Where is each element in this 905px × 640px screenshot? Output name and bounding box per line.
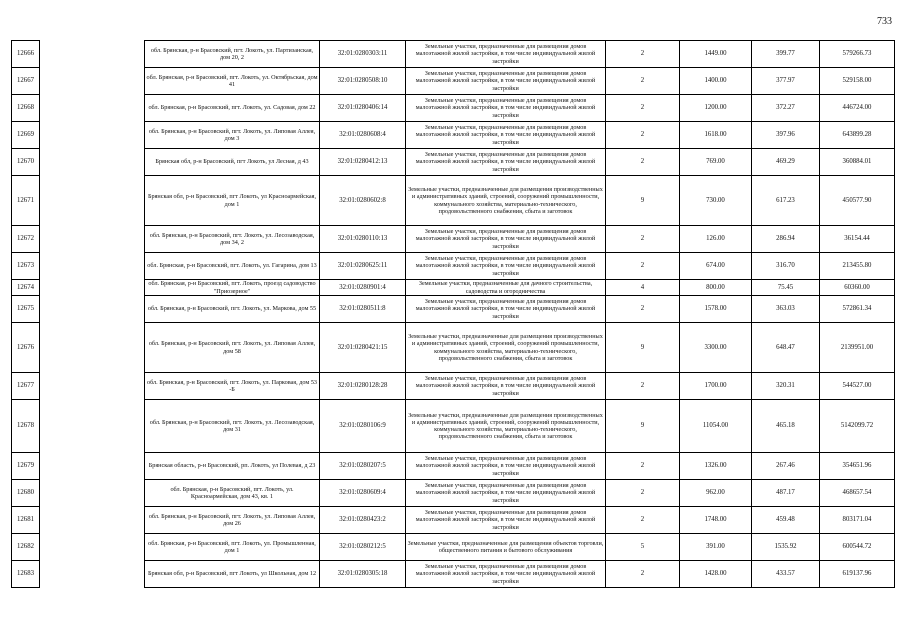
land-use-cell: Земельные участки, предназначенные для размещения домов малоэтажной жилой застройки, в том числе индивидуальной жилой застройки (406, 149, 606, 176)
land-use-cell: Земельные участки, предназначенные для размещения производственных и административных зданий, строений, сооружений промышленности, коммунального хозяйства, материально-технического, продовольственного снабжения, сбыта и заготовок (406, 323, 606, 373)
table-row (12, 95, 895, 122)
row-id-cell: 12682 (12, 534, 40, 561)
area-cell: 3300.00 (680, 323, 752, 373)
row-id-cell: 12668 (12, 95, 40, 122)
table-row (12, 480, 895, 507)
table-row (12, 280, 895, 296)
specific-value-cell: 617.23 (752, 176, 820, 226)
cadastral-number-cell: 32:01:0280609:4 (320, 480, 406, 507)
address-cell: обл. Брянская, р-н Брасовский, пгт. Локоть, проезд садоводство "Приозерное" (145, 280, 320, 296)
row-id-cell: 12674 (12, 280, 40, 296)
specific-value-cell: 469.29 (752, 149, 820, 176)
address-cell: обл. Брянская, р-н Брасовский, пгт. Локоть, ул. Садовая, дом 22 (145, 95, 320, 122)
land-use-cell: Земельные участки, предназначенные для размещения домов малоэтажной жилой застройки, в том числе индивидуальной жилой застройки (406, 296, 606, 323)
row-id-cell: 12671 (12, 176, 40, 226)
area-cell: 1618.00 (680, 122, 752, 149)
blank-column-cell (40, 453, 145, 480)
specific-value-cell: 320.31 (752, 373, 820, 400)
area-cell: 730.00 (680, 176, 752, 226)
table-row (12, 253, 895, 280)
specific-value-cell: 459.48 (752, 507, 820, 534)
blank-column-cell (40, 400, 145, 453)
row-id-cell: 12672 (12, 226, 40, 253)
cadastral-value-cell: 600544.72 (820, 534, 895, 561)
land-use-cell: Земельные участки, предназначенные для размещения домов малоэтажной жилой застройки, в том числе индивидуальной жилой застройки (406, 68, 606, 95)
table-row (12, 226, 895, 253)
table-row (12, 323, 895, 373)
cadastral-number-cell: 32:01:0280421:15 (320, 323, 406, 373)
blank-column-cell (40, 41, 145, 68)
specific-value-cell: 372.27 (752, 95, 820, 122)
area-cell: 1578.00 (680, 296, 752, 323)
category-cell: 4 (606, 280, 680, 296)
address-cell: обл. Брянская, р-н Брасовский, пгт. Локоть, ул. Гагарина, дом 13 (145, 253, 320, 280)
specific-value-cell: 397.96 (752, 122, 820, 149)
specific-value-cell: 75.45 (752, 280, 820, 296)
category-cell: 9 (606, 400, 680, 453)
specific-value-cell: 487.17 (752, 480, 820, 507)
land-registry-table (11, 40, 895, 588)
category-cell: 2 (606, 149, 680, 176)
specific-value-cell: 286.94 (752, 226, 820, 253)
blank-column-cell (40, 253, 145, 280)
address-cell: Брянская обл, р-н Брасовский, пгт Локоть, ул Лесная, д 43 (145, 149, 320, 176)
cadastral-number-cell: 32:01:0280212:5 (320, 534, 406, 561)
specific-value-cell: 433.57 (752, 561, 820, 588)
cadastral-value-cell: 5142099.72 (820, 400, 895, 453)
cadastral-value-cell: 2139951.00 (820, 323, 895, 373)
page-number: 733 (877, 16, 892, 27)
cadastral-number-cell: 32:01:0280110:13 (320, 226, 406, 253)
category-cell: 2 (606, 226, 680, 253)
cadastral-value-cell: 360884.01 (820, 149, 895, 176)
category-cell: 2 (606, 95, 680, 122)
cadastral-value-cell: 60360.00 (820, 280, 895, 296)
cadastral-number-cell: 32:01:0280602:8 (320, 176, 406, 226)
address-cell: обл. Брянская, р-н Брасовский, пгт. Локоть, ул. Лесозаводская, дом 31 (145, 400, 320, 453)
cadastral-number-cell: 32:01:0280305:18 (320, 561, 406, 588)
area-cell: 11054.00 (680, 400, 752, 453)
category-cell: 2 (606, 41, 680, 68)
category-cell: 2 (606, 453, 680, 480)
address-cell: обл. Брянская, р-н Брасовский, пгт. Локоть, ул. Маркова, дом 55 (145, 296, 320, 323)
address-cell: Брянская область, р-н Брасовский, рп. Локоть, ул Полевая, д 23 (145, 453, 320, 480)
row-id-cell: 12676 (12, 323, 40, 373)
table-row (12, 122, 895, 149)
category-cell: 2 (606, 373, 680, 400)
category-cell: 5 (606, 534, 680, 561)
cadastral-value-cell: 36154.44 (820, 226, 895, 253)
table-row (12, 507, 895, 534)
cadastral-number-cell: 32:01:0280128:28 (320, 373, 406, 400)
category-cell: 2 (606, 253, 680, 280)
table-row (12, 453, 895, 480)
address-cell: обл. Брянская, р-н Брасовский, пгт. Локоть, ул. Липовая Аллея, дом 58 (145, 323, 320, 373)
land-use-cell: Земельные участки, предназначенные для размещения домов малоэтажной жилой застройки, в том числе индивидуальной жилой застройки (406, 480, 606, 507)
row-id-cell: 12673 (12, 253, 40, 280)
land-use-cell: Земельные участки, предназначенные для размещения производственных и административных зданий, строений, сооружений промышленности, коммунального хозяйства, материально-технического, продовольственного снабжения, сбыта и заготовок (406, 400, 606, 453)
address-cell: обл. Брянская, р-н Брасовский, пгт. Локоть, ул. Красноармейская, дом 43, кв. 1 (145, 480, 320, 507)
category-cell: 2 (606, 296, 680, 323)
row-id-cell: 12666 (12, 41, 40, 68)
area-cell: 962.00 (680, 480, 752, 507)
table-row (12, 400, 895, 453)
row-id-cell: 12670 (12, 149, 40, 176)
row-id-cell: 12678 (12, 400, 40, 453)
table-row (12, 149, 895, 176)
blank-column-cell (40, 561, 145, 588)
area-cell: 800.00 (680, 280, 752, 296)
cadastral-number-cell: 32:01:0280412:13 (320, 149, 406, 176)
area-cell: 1326.00 (680, 453, 752, 480)
blank-column-cell (40, 296, 145, 323)
category-cell: 2 (606, 561, 680, 588)
area-cell: 391.00 (680, 534, 752, 561)
row-id-cell: 12667 (12, 68, 40, 95)
cadastral-value-cell: 803171.04 (820, 507, 895, 534)
land-use-cell: Земельные участки, предназначенные для размещения домов малоэтажной жилой застройки, в том числе индивидуальной жилой застройки (406, 507, 606, 534)
cadastral-number-cell: 32:01:0280207:5 (320, 453, 406, 480)
address-cell: обл. Брянская, р-н Брасовский, пгт. Локоть, ул. Липовая Аллея, дом 26 (145, 507, 320, 534)
table-row (12, 296, 895, 323)
land-use-cell: Земельные участки, предназначенные для размещения домов малоэтажной жилой застройки, в том числе индивидуальной жилой застройки (406, 561, 606, 588)
specific-value-cell: 316.70 (752, 253, 820, 280)
blank-column-cell (40, 95, 145, 122)
cadastral-value-cell: 572861.34 (820, 296, 895, 323)
land-use-cell: Земельные участки, предназначенные для размещения объектов торговли, общественного питания и бытового обслуживания (406, 534, 606, 561)
cadastral-value-cell: 213455.80 (820, 253, 895, 280)
address-cell: обл. Брянская, р-н Брасовский, пгт. Локоть, ул. Лесозаводская, дом 34, 2 (145, 226, 320, 253)
area-cell: 1748.00 (680, 507, 752, 534)
land-use-cell: Земельные участки, предназначенные для размещения домов малоэтажной жилой застройки, в том числе индивидуальной жилой застройки (406, 253, 606, 280)
area-cell: 1449.00 (680, 41, 752, 68)
table-row (12, 561, 895, 588)
blank-column-cell (40, 68, 145, 95)
area-cell: 674.00 (680, 253, 752, 280)
cadastral-value-cell: 450577.90 (820, 176, 895, 226)
cadastral-number-cell: 32:01:0280406:14 (320, 95, 406, 122)
specific-value-cell: 267.46 (752, 453, 820, 480)
address-cell: обл. Брянская, р-н Брасовский, пгт. Локоть, ул. Парковая, дом 53 -Б (145, 373, 320, 400)
blank-column-cell (40, 149, 145, 176)
land-use-cell: Земельные участки, предназначенные для дачного строительства, садоводства и огородничества (406, 280, 606, 296)
blank-column-cell (40, 280, 145, 296)
address-cell: обл. Брянская, р-н Брасовский, пгт. Локоть, ул. Липовая Аллея, дом 3 (145, 122, 320, 149)
blank-column-cell (40, 534, 145, 561)
cadastral-number-cell: 32:01:0280423:2 (320, 507, 406, 534)
cadastral-number-cell: 32:01:0280608:4 (320, 122, 406, 149)
land-use-cell: Земельные участки, предназначенные для размещения производственных и административных зданий, строений, сооружений промышленности, коммунального хозяйства, материально-технического, продовольственного снабжения, сбыта и заготовок (406, 176, 606, 226)
table-row (12, 41, 895, 68)
row-id-cell: 12677 (12, 373, 40, 400)
cadastral-number-cell: 32:01:0280303:11 (320, 41, 406, 68)
cadastral-number-cell: 32:01:0280511:8 (320, 296, 406, 323)
blank-column-cell (40, 507, 145, 534)
category-cell: 2 (606, 507, 680, 534)
category-cell: 9 (606, 176, 680, 226)
cadastral-value-cell: 529158.00 (820, 68, 895, 95)
area-cell: 1428.00 (680, 561, 752, 588)
land-use-cell: Земельные участки, предназначенные для размещения домов малоэтажной жилой застройки, в том числе индивидуальной жилой застройки (406, 226, 606, 253)
cadastral-value-cell: 619137.96 (820, 561, 895, 588)
cadastral-number-cell: 32:01:0280901:4 (320, 280, 406, 296)
blank-column-cell (40, 122, 145, 149)
row-id-cell: 12680 (12, 480, 40, 507)
address-cell: Брянская обл, р-н Брасовский, пгт Локоть, ул Красноармейская, дом 1 (145, 176, 320, 226)
row-id-cell: 12669 (12, 122, 40, 149)
area-cell: 1400.00 (680, 68, 752, 95)
table-row (12, 373, 895, 400)
table-row (12, 534, 895, 561)
category-cell: 2 (606, 122, 680, 149)
address-cell: обл. Брянская, р-н Брасовский, пгт. Локоть, ул. Октябрьская, дом 41 (145, 68, 320, 95)
table-body (12, 41, 895, 588)
blank-column-cell (40, 373, 145, 400)
category-cell: 2 (606, 480, 680, 507)
table-row (12, 68, 895, 95)
address-cell: обл. Брянская, р-н Брасовский, пгт. Локоть, ул. Партизанская, дом 20, 2 (145, 41, 320, 68)
category-cell: 9 (606, 323, 680, 373)
cadastral-value-cell: 544527.00 (820, 373, 895, 400)
area-cell: 126.00 (680, 226, 752, 253)
blank-column-cell (40, 176, 145, 226)
specific-value-cell: 1535.92 (752, 534, 820, 561)
address-cell: Брянская обл, р-н Брасовский, пгт Локоть, ул Школьная, дом 12 (145, 561, 320, 588)
area-cell: 769.00 (680, 149, 752, 176)
area-cell: 1700.00 (680, 373, 752, 400)
category-cell: 2 (606, 68, 680, 95)
specific-value-cell: 465.18 (752, 400, 820, 453)
specific-value-cell: 377.97 (752, 68, 820, 95)
cadastral-value-cell: 579266.73 (820, 41, 895, 68)
specific-value-cell: 648.47 (752, 323, 820, 373)
address-cell: обл. Брянская, р-н Брасовский, пгт. Локоть, ул. Промышленная, дом 1 (145, 534, 320, 561)
row-id-cell: 12679 (12, 453, 40, 480)
land-use-cell: Земельные участки, предназначенные для размещения домов малоэтажной жилой застройки, в том числе индивидуальной жилой застройки (406, 95, 606, 122)
land-use-cell: Земельные участки, предназначенные для размещения домов малоэтажной жилой застройки, в том числе индивидуальной жилой застройки (406, 453, 606, 480)
row-id-cell: 12675 (12, 296, 40, 323)
cadastral-value-cell: 468657.54 (820, 480, 895, 507)
specific-value-cell: 363.03 (752, 296, 820, 323)
blank-column-cell (40, 323, 145, 373)
land-use-cell: Земельные участки, предназначенные для размещения домов малоэтажной жилой застройки, в том числе индивидуальной жилой застройки (406, 373, 606, 400)
specific-value-cell: 399.77 (752, 41, 820, 68)
blank-column-cell (40, 480, 145, 507)
cadastral-value-cell: 643899.28 (820, 122, 895, 149)
blank-column-cell (40, 226, 145, 253)
row-id-cell: 12681 (12, 507, 40, 534)
cadastral-number-cell: 32:01:0280508:10 (320, 68, 406, 95)
table-row (12, 176, 895, 226)
cadastral-value-cell: 446724.00 (820, 95, 895, 122)
cadastral-value-cell: 354651.96 (820, 453, 895, 480)
land-use-cell: Земельные участки, предназначенные для размещения домов малоэтажной жилой застройки, в том числе индивидуальной жилой застройки (406, 41, 606, 68)
cadastral-number-cell: 32:01:0280106:9 (320, 400, 406, 453)
area-cell: 1200.00 (680, 95, 752, 122)
land-use-cell: Земельные участки, предназначенные для размещения домов малоэтажной жилой застройки, в том числе индивидуальной жилой застройки (406, 122, 606, 149)
row-id-cell: 12683 (12, 561, 40, 588)
cadastral-number-cell: 32:01:0280625:11 (320, 253, 406, 280)
